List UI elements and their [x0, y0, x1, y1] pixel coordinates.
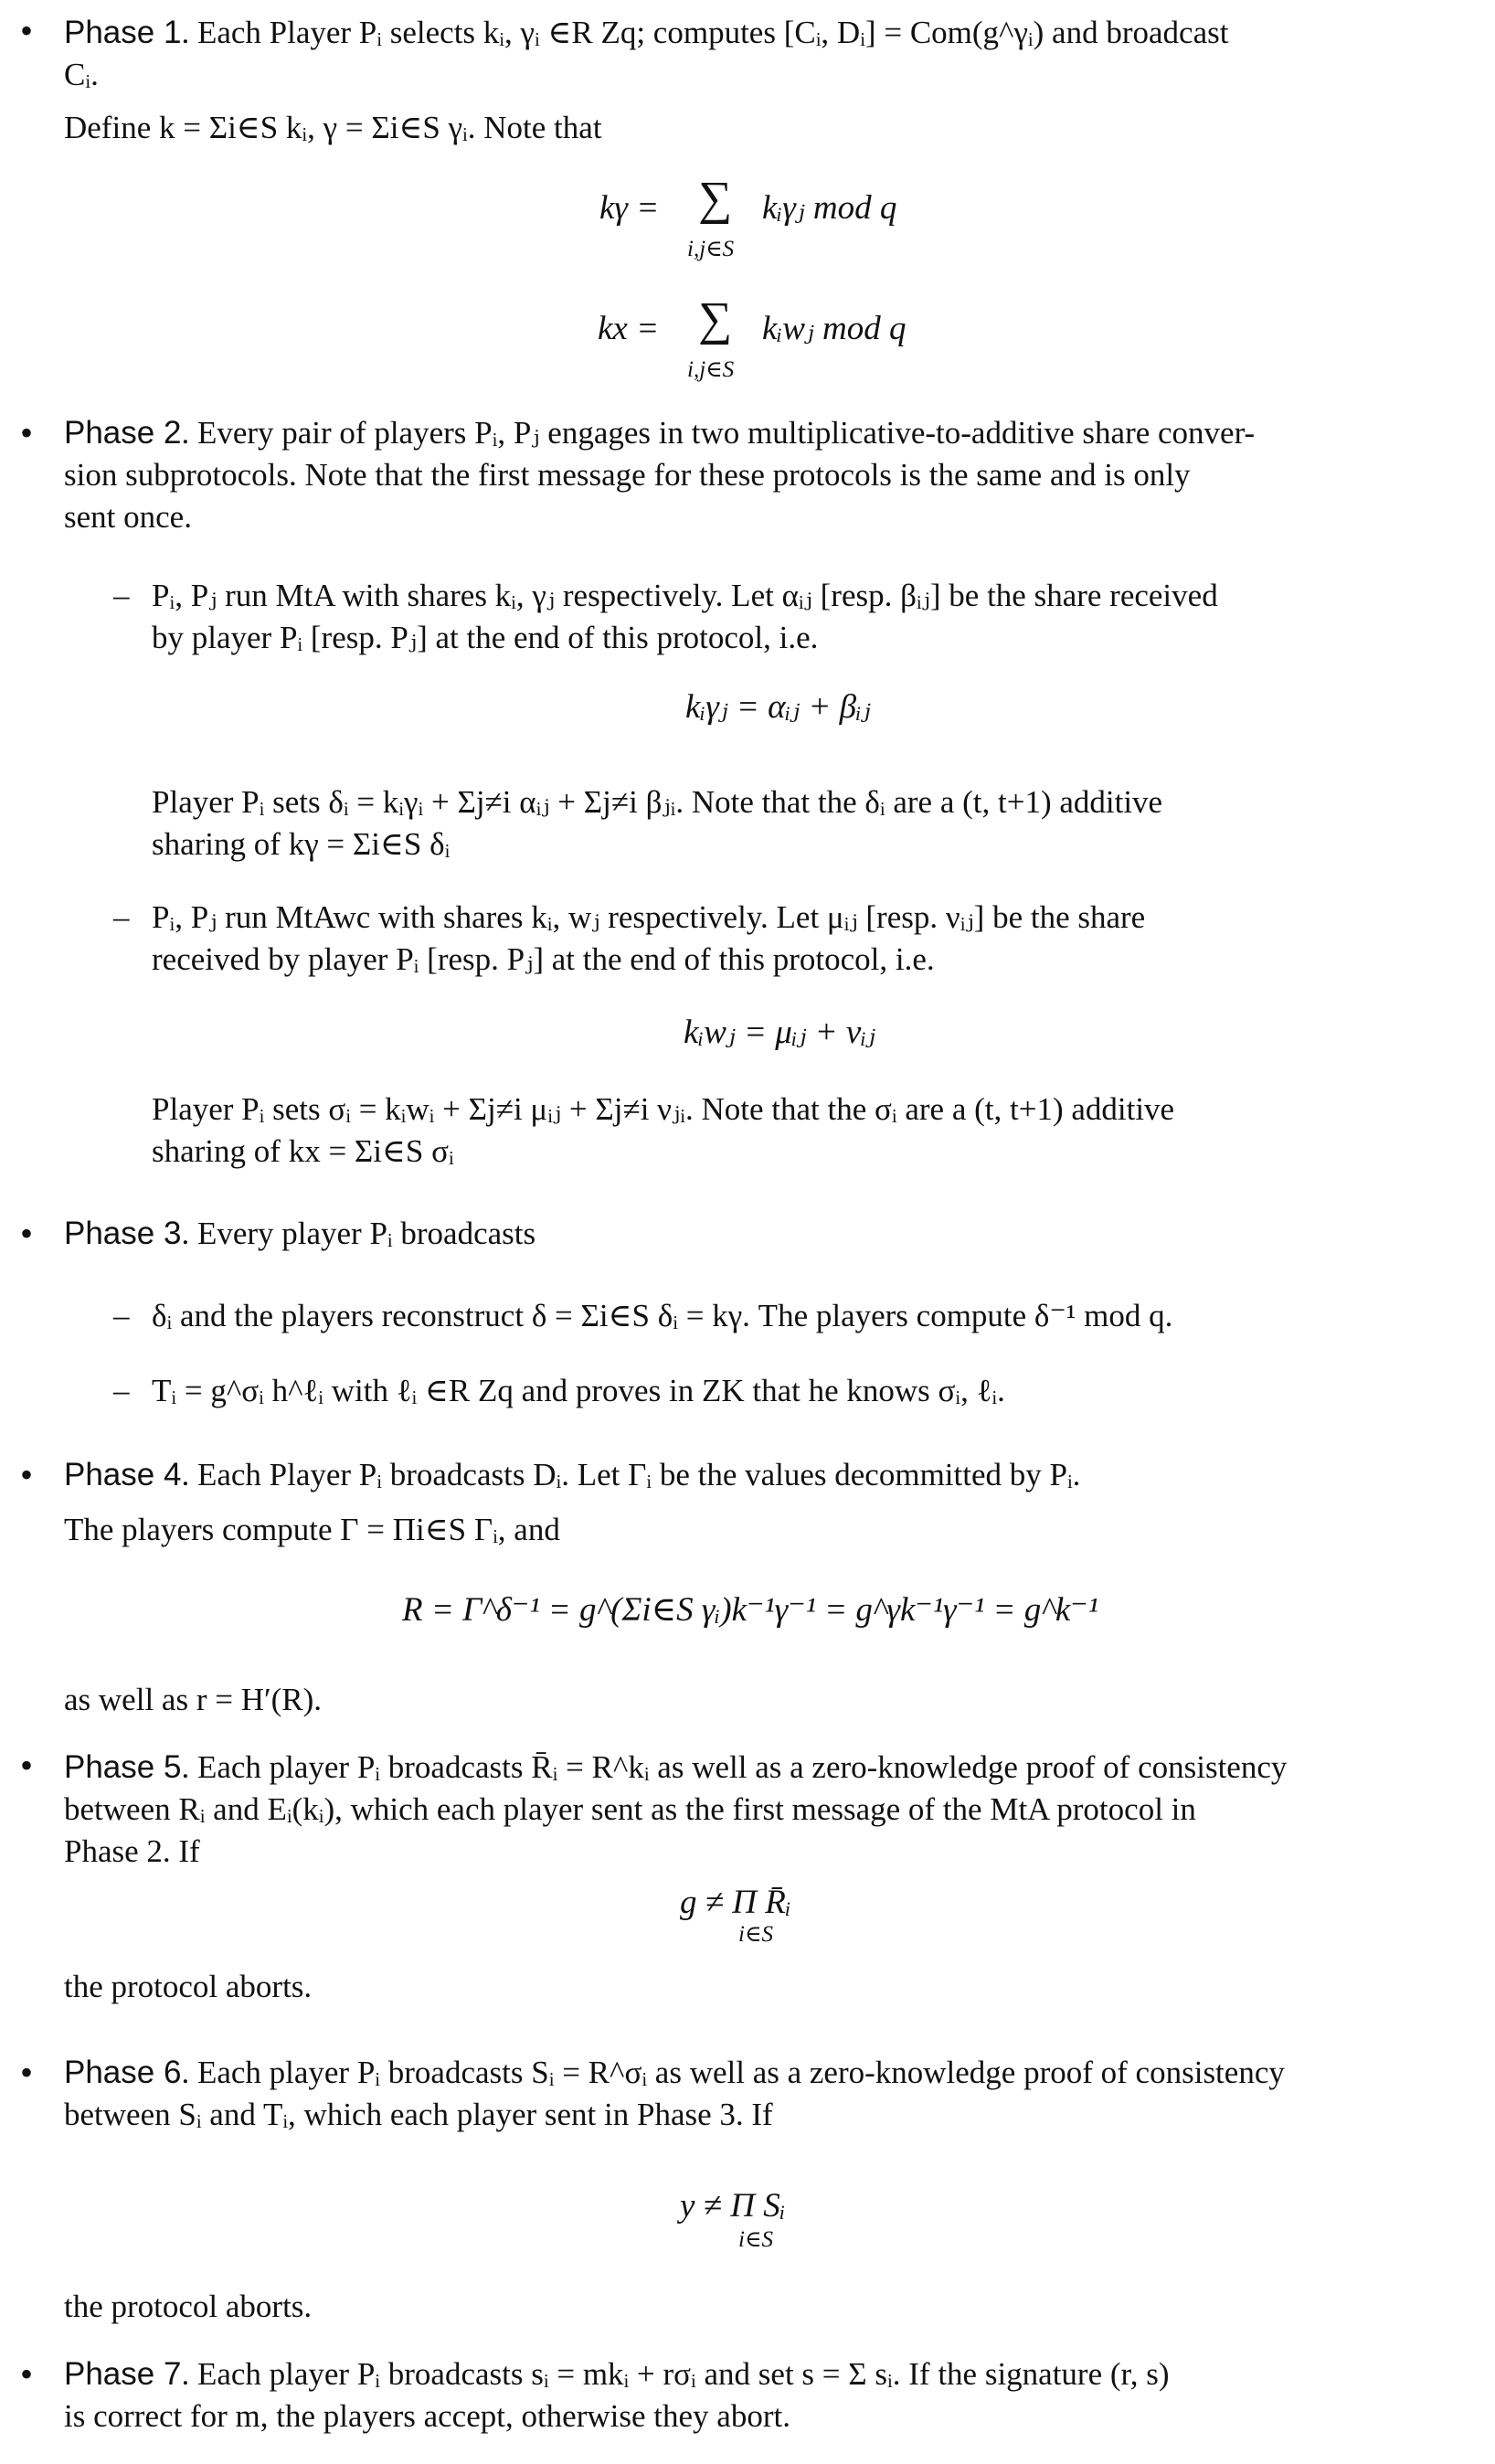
bullet-phase4: • — [20, 1454, 34, 1495]
phase7-label: Phase 7 — [64, 2356, 182, 2392]
phase4-after: as well as r = H′(R). — [64, 1682, 323, 1717]
phase3-b: Tᵢ = g^σᵢ h^ℓᵢ with ℓᵢ ∈R Zq and proves in ZK that he knows σᵢ, ℓᵢ. — [152, 1373, 1005, 1408]
sum-symbol-eq1: ∑ — [698, 173, 733, 225]
bullet-phase5: • — [20, 1745, 34, 1786]
phase1-line2: Cᵢ. — [64, 57, 99, 92]
phase6-line1: Phase 6. Each player Pᵢ broadcasts Sᵢ = R^σᵢ as well as a zero-knowledge proof of consistency — [64, 2055, 1285, 2090]
phase4-line1: Phase 4. Each Player Pᵢ broadcasts Dᵢ. Let Γᵢ be the values decommitted by Pᵢ. — [64, 1457, 1081, 1492]
phase2-b-line1: Pᵢ, Pⱼ run MtAwc with shares kᵢ, wⱼ respectively. Let μᵢⱼ [resp. νᵢⱼ] be the share — [152, 899, 1146, 935]
phase5-line1: Phase 5. Each player Pᵢ broadcasts R̄ᵢ = R^kᵢ as well as a zero-knowledge proof of consistency — [64, 1749, 1288, 1785]
phase1-label: Phase 1 — [64, 15, 182, 50]
phase6-after: the protocol aborts. — [64, 2289, 313, 2324]
phase7-line1: Phase 7. Each player Pᵢ broadcasts sᵢ = mkᵢ + rσᵢ and set s = Σ sᵢ. If the signature (r, s) — [64, 2356, 1170, 2392]
phase5-eq-sub: i∈S — [738, 1922, 773, 1947]
phase6-line2: between Sᵢ and Tᵢ, which each player sent in Phase 3. If — [64, 2097, 773, 2132]
bullet-phase7: • — [20, 2353, 34, 2395]
phase2-a-line1: Pᵢ, Pⱼ run MtA with shares kᵢ, γⱼ respectively. Let αᵢⱼ [resp. βᵢⱼ] be the share received — [152, 578, 1218, 613]
phase2-line1: Phase 2. Every pair of players Pᵢ, Pⱼ engages in two multiplicative-to-additive share conver- — [64, 415, 1256, 451]
phase2-line3: sent once. — [64, 499, 192, 535]
bullet-phase1: • — [20, 10, 34, 51]
phase5-line2: between Rᵢ and Eᵢ(kᵢ), which each player sent as the first message of the MtA protocol in — [64, 1791, 1196, 1827]
phase2-a-eq: kᵢγⱼ = αᵢⱼ + βᵢⱼ — [685, 688, 871, 726]
phase4-eq: R = Γ^δ⁻¹ = g^(Σi∈S γᵢ)k⁻¹γ⁻¹ = g^γk⁻¹γ⁻¹ = g^k⁻¹ — [402, 1591, 1098, 1629]
phase5-after: the protocol aborts. — [64, 1969, 313, 2004]
phase6-eq: y ≠ Π Sᵢ — [680, 2187, 786, 2225]
phase2-a-line2: by player Pᵢ [resp. Pⱼ] at the end of this protocol, i.e. — [152, 620, 819, 655]
phase3-label: Phase 3 — [64, 1216, 182, 1251]
phase5-eq: g ≠ Π R̄ᵢ — [680, 1884, 791, 1921]
phase1-eq1-lhs: kγ = — [599, 189, 660, 227]
dash-phase3-b: – — [113, 1373, 130, 1408]
phase2-a-set1: Player Pᵢ sets δᵢ = kᵢγᵢ + Σj≠i αᵢⱼ + Σj≠i βⱼᵢ. Note that the δᵢ are a (t, t+1) additive — [152, 784, 1163, 820]
dash-phase2-a: – — [113, 578, 130, 613]
bullet-phase3: • — [20, 1213, 34, 1254]
phase1-eq2-sub: i,j∈S — [687, 357, 735, 382]
phase5-label: Phase 5 — [64, 1749, 182, 1785]
phase2-b-line2: received by player Pᵢ [resp. Pⱼ] at the end of this protocol, i.e. — [152, 941, 935, 977]
dash-phase3-a: – — [113, 1298, 130, 1333]
phase6-eq-sub: i∈S — [738, 2227, 773, 2252]
phase4-line2: The players compute Γ = Πi∈S Γᵢ, and — [64, 1512, 560, 1547]
phase1-eq1-sub: i,j∈S — [687, 237, 735, 261]
phase2-a-set2: sharing of kγ = Σi∈S δᵢ — [152, 826, 451, 862]
phase7-line2: is correct for m, the players accept, otherwise they abort. — [64, 2398, 790, 2434]
phase3-a: δᵢ and the players reconstruct δ = Σi∈S δᵢ = kγ. The players compute δ⁻¹ mod q. — [152, 1298, 1173, 1333]
phase2-label: Phase 2 — [64, 415, 182, 451]
phase4-label: Phase 4 — [64, 1457, 182, 1492]
dash-phase2-b: – — [113, 899, 130, 935]
phase1-define: Define k = Σi∈S kᵢ, γ = Σi∈S γᵢ. Note that — [64, 110, 602, 145]
phase1-line1: Phase 1. Each Player Pᵢ selects kᵢ, γᵢ ∈R Zq; computes [Cᵢ, Dᵢ] = Com(g^γᵢ) and broadcast — [64, 15, 1229, 50]
sum-symbol-eq2: ∑ — [698, 293, 733, 345]
phase2-b-set1: Player Pᵢ sets σᵢ = kᵢwᵢ + Σj≠i μᵢⱼ + Σj≠i νⱼᵢ. Note that the σᵢ are a (t, t+1) additive — [152, 1091, 1175, 1127]
phase3-line1: Phase 3. Every player Pᵢ broadcasts — [64, 1216, 536, 1251]
phase2-b-eq: kᵢwⱼ = μᵢⱼ + νᵢⱼ — [684, 1014, 875, 1051]
phase1-eq2-rhs: kᵢwⱼ mod q — [762, 310, 907, 347]
phase2-line2: sion subprotocols. Note that the first message for these protocols is the same and is only — [64, 457, 1191, 493]
phase2-b-set2: sharing of kx = Σi∈S σᵢ — [152, 1133, 454, 1169]
phase1-eq1-rhs: kᵢγⱼ mod q — [762, 189, 897, 227]
phase6-label: Phase 6 — [64, 2055, 182, 2090]
phase1-eq2-lhs: kx = — [598, 310, 660, 347]
phase5-line3: Phase 2. If — [64, 1833, 200, 1869]
bullet-phase2: • — [20, 412, 34, 453]
bullet-phase6: • — [20, 2052, 34, 2093]
